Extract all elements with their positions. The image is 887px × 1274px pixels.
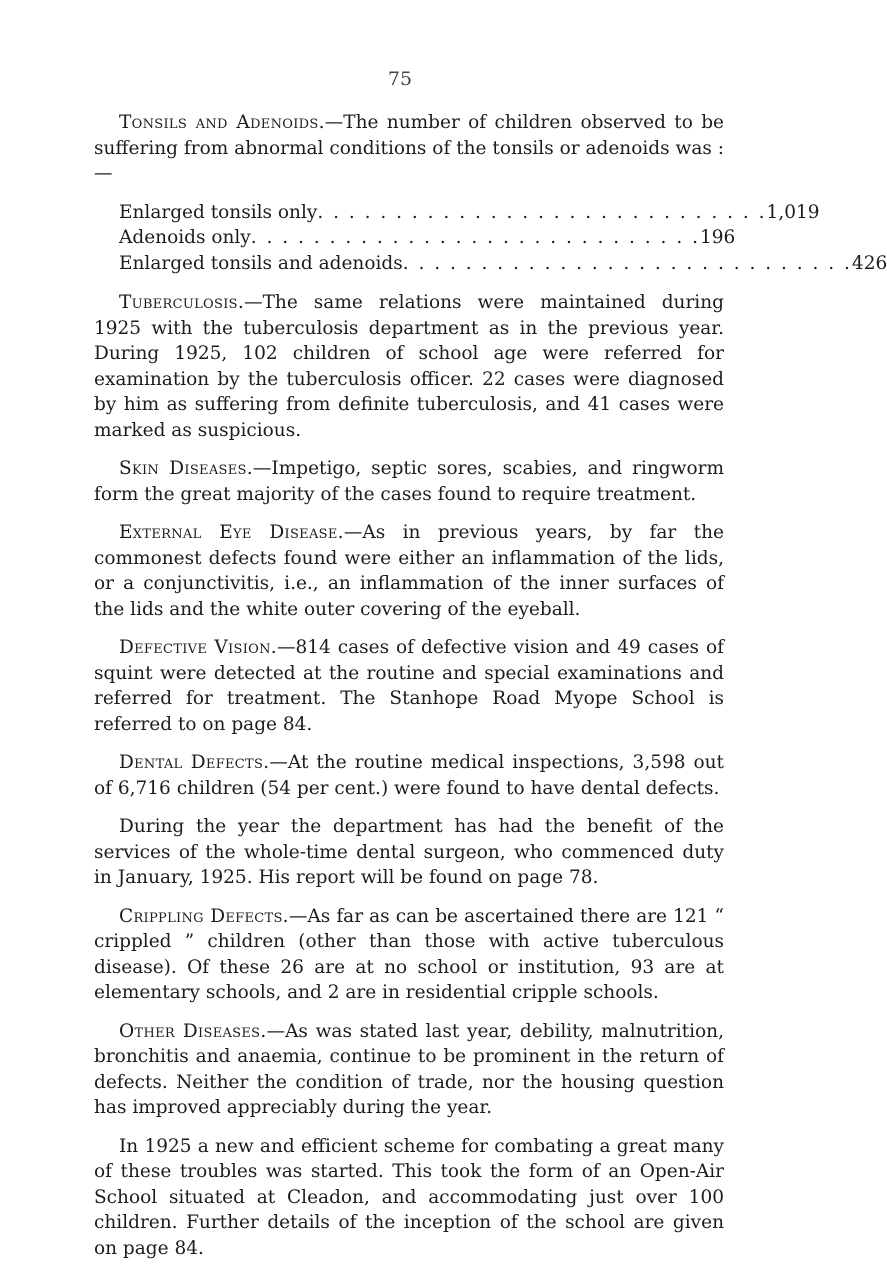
- paragraph-tuberculosis: [94, 290, 724, 443]
- table-row: [119, 251, 887, 277]
- section-heading: Dental Defects.: [119, 752, 270, 773]
- dot-leader: . . . . . . . . . . . . . . . . . . . . . . . . . . . . .: [250, 227, 700, 248]
- dot-leader: . . . . . . . . . . . . . . . . . . . . . . . . . . . . .: [402, 252, 852, 274]
- paragraph-text: —As in previous years, by far the commonest defects found were either an inflammation of the lids, or a conjunctivitis, i.e., an inflammation of the inner surfaces of the lids and the white outer covering of the eyeball.: [94, 522, 724, 620]
- paragraph-text: —814 cases of defective vision and 49 cases of squint were detected at the routine and special examinations and referred for treatment. The Stanhope Road Myope School is referred to on page 84.: [94, 637, 724, 735]
- paragraph-text: During the year the department has had the benefit of the services of the whole-time dental surgeon, who commenced duty in January, 1925. His report will be found on page 78.: [94, 816, 724, 888]
- paragraph-text: —The same relations were maintained during 1925 with the tuberculosis department as in the previous year. During 1925, 102 children of school age were referred for examination by the tuberculosis officer. 22 cases were diagnosed by him as suffering from definite tuberculosis, and 41 cases were marked as suspicious.: [94, 292, 724, 441]
- row-value: 196: [699, 227, 736, 248]
- tonsils-table: [119, 200, 887, 277]
- dot-leader: . . . . . . . . . . . . . . . . . . . . . . . . . . . . .: [317, 201, 767, 223]
- paragraph-skin-diseases: [94, 456, 724, 507]
- section-heading: Crippling Defects.: [119, 905, 289, 927]
- paragraph-open-air-school: [94, 1134, 724, 1262]
- paragraph-dental-defects: [94, 750, 724, 801]
- paragraph-crippling-defects: [94, 904, 724, 1006]
- paragraph-text: —As was stated last year, debility, malnutrition, bronchitis and anaemia, continue to be prominent in the return of defects. Neither the condition of trade, nor the housing question has improved appreciably during the year.: [94, 1020, 724, 1118]
- table-row: [119, 225, 736, 251]
- row-value: 426: [851, 252, 887, 274]
- paragraph-text: —The number of children observed to be suffering from abnormal conditions of the tonsils or adenoids was :—: [94, 112, 724, 184]
- paragraph-tonsils: [94, 110, 724, 187]
- row-label: Enlarged tonsils only: [119, 201, 318, 223]
- table-row: [119, 200, 820, 226]
- row-value: 1,019: [766, 201, 820, 223]
- document-body: [94, 110, 887, 1274]
- section-heading: Tonsils and Adenoids.: [119, 112, 325, 133]
- section-heading: Other Diseases.: [119, 1020, 267, 1042]
- row-label: Enlarged tonsils and adenoids: [119, 252, 403, 274]
- paragraph-defective-vision: [94, 635, 724, 737]
- section-heading: Skin Diseases.: [119, 458, 253, 479]
- paragraph-text: In 1925 a new and efficient scheme for combating a great many of these troubles was started. This took the form of an Open-Air School situated at Cleadon, and accommodating just over 100 children. Further details of the inception of the school are given on page 84.: [94, 1135, 724, 1259]
- paragraph-text: —As far as can be ascertained there are 121 “ crippled ” children (other than those with active tuberculous disease). Of these 26 are at no school or institution, 93 are at elementary schools, and 2 are in residential cripple schools.: [94, 905, 725, 1003]
- section-heading: Defective Vision.: [119, 637, 277, 658]
- paragraph-text: —Impetigo, septic sores, scabies, and ringworm form the great majority of the cases found to require treatment.: [94, 458, 724, 505]
- row-label: Adenoids only: [119, 227, 251, 248]
- section-heading: External Eye Disease.: [119, 522, 344, 543]
- paragraph-dental-surgeon: [94, 814, 724, 891]
- page-number: 75: [387, 68, 413, 90]
- paragraph-other-diseases: [94, 1019, 724, 1121]
- paragraph-text: —At the routine medical inspections, 3,598 out of 6,716 children (54 per cent.) were found to have dental defects.: [94, 752, 724, 799]
- section-heading: Tuberculosis.: [119, 292, 245, 313]
- paragraph-external-eye-disease: [94, 520, 724, 622]
